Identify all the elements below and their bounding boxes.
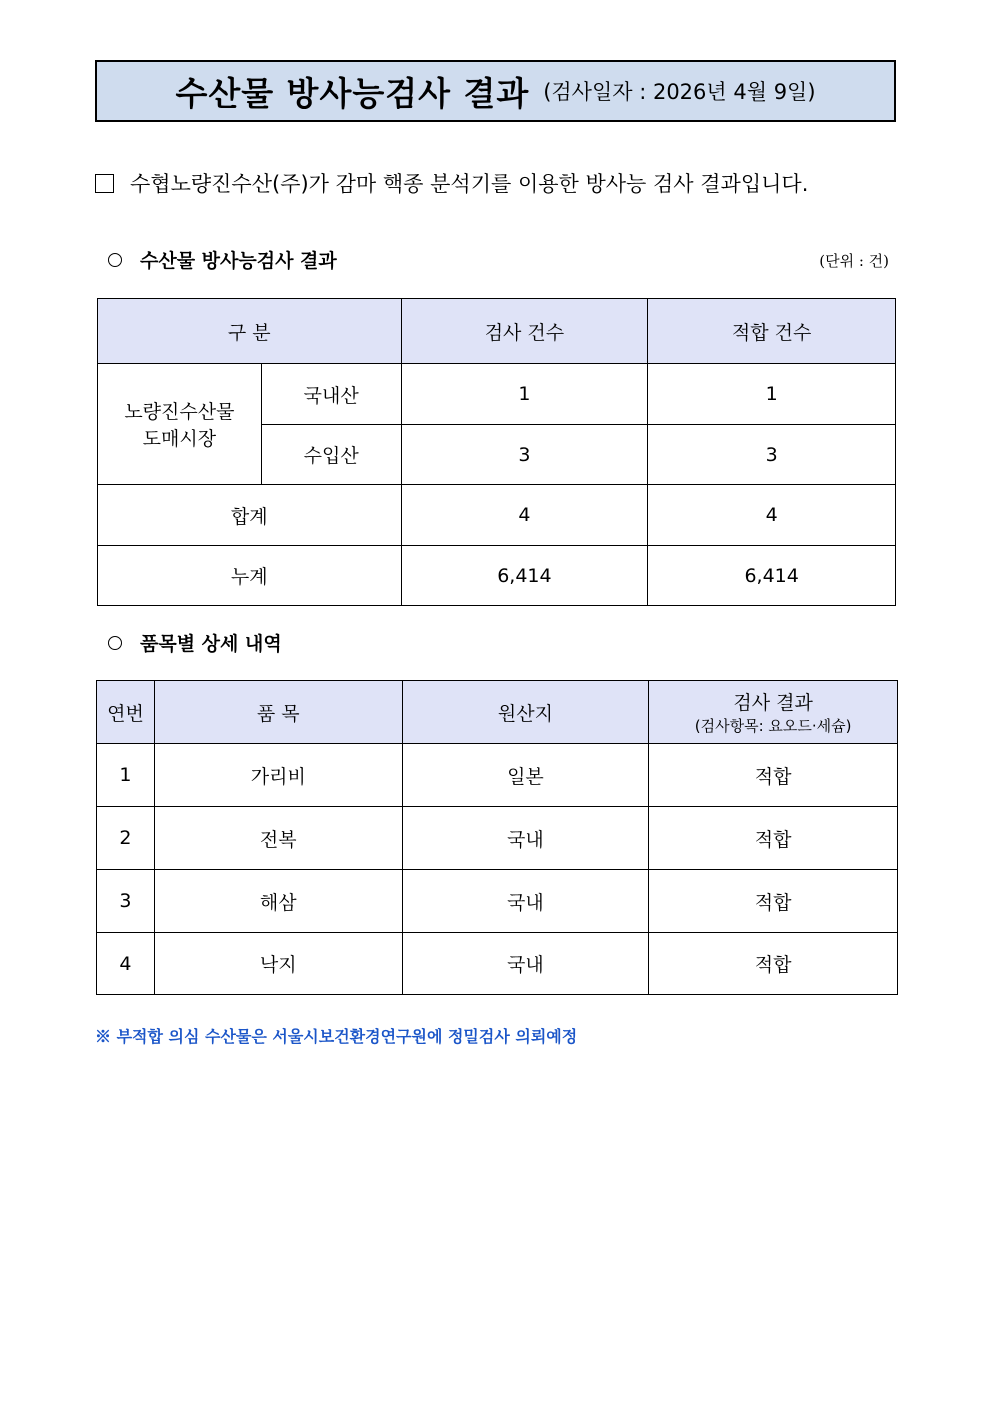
header-result-sub: (검사항목: 요오드·세슘)	[694, 717, 852, 735]
tested-count: 1	[401, 364, 648, 425]
row-origin: 국내	[402, 807, 649, 870]
row-item: 전복	[154, 807, 402, 870]
row-result: 적합	[649, 744, 898, 807]
section1-title: 수산물 방사능검사 결과	[140, 250, 337, 272]
cumulative-tested: 6,414	[401, 546, 648, 606]
row-no: 3	[97, 870, 155, 933]
footnote: ※ 부적합 의심 수산물은 서울시보건환경연구원에 정밀검사 의뢰예정	[95, 1027, 578, 1046]
row-result: 적합	[649, 870, 898, 933]
detail-table	[96, 680, 898, 995]
intro-line	[95, 168, 808, 198]
market-label-line1: 노량진수산물	[124, 401, 235, 423]
table-row	[97, 933, 898, 995]
row-no: 1	[97, 744, 155, 807]
row-origin: 국내	[402, 870, 649, 933]
section2-title: 품목별 상세 내역	[140, 633, 282, 655]
header-passed: 적합 건수	[648, 299, 896, 364]
row-item: 해삼	[154, 870, 402, 933]
total-passed: 4	[648, 485, 896, 546]
table-row	[98, 364, 896, 425]
header-category: 구 분	[98, 299, 402, 364]
checkbox-icon	[95, 174, 114, 193]
market-group-label	[98, 364, 262, 485]
header-item: 품 목	[154, 681, 402, 744]
table-row	[97, 870, 898, 933]
table-row	[97, 807, 898, 870]
cumulative-row	[98, 546, 896, 606]
section1-heading	[108, 246, 337, 273]
summary-table	[97, 298, 896, 606]
row-origin: 일본	[402, 744, 649, 807]
header-origin: 원산지	[402, 681, 649, 744]
header-no: 연번	[97, 681, 155, 744]
cumulative-label: 누계	[98, 546, 402, 606]
tested-count: 3	[401, 425, 648, 485]
section2-heading	[108, 629, 282, 656]
table-row	[97, 744, 898, 807]
passed-count: 1	[648, 364, 896, 425]
circle-bullet-icon	[108, 253, 122, 267]
row-result: 적합	[649, 807, 898, 870]
cumulative-passed: 6,414	[648, 546, 896, 606]
row-label: 수입산	[261, 425, 401, 485]
table-header-row	[98, 299, 896, 364]
page-title: 수산물 방사능검사 결과	[175, 73, 530, 113]
total-label: 합계	[98, 485, 402, 546]
row-item: 가리비	[154, 744, 402, 807]
header-tested: 검사 건수	[401, 299, 648, 364]
title-banner	[95, 60, 896, 122]
header-result-title: 검사 결과	[733, 692, 813, 714]
circle-bullet-icon	[108, 636, 122, 650]
inspection-date: (검사일자 : 2026년 4월 9일)	[543, 80, 816, 104]
passed-count: 3	[648, 425, 896, 485]
market-label-line2: 도매시장	[142, 428, 217, 450]
row-item: 낙지	[154, 933, 402, 995]
row-no: 2	[97, 807, 155, 870]
row-label: 국내산	[261, 364, 401, 425]
row-no: 4	[97, 933, 155, 995]
intro-text: 수협노량진수산(주)가 감마 핵종 분석기를 이용한 방사능 검사 결과입니다.	[130, 172, 809, 196]
row-origin: 국내	[402, 933, 649, 995]
total-row	[98, 485, 896, 546]
unit-label: (단위 : 건)	[819, 252, 889, 270]
table-header-row	[97, 681, 898, 744]
total-tested: 4	[401, 485, 648, 546]
row-result: 적합	[649, 933, 898, 995]
header-result	[649, 681, 898, 744]
